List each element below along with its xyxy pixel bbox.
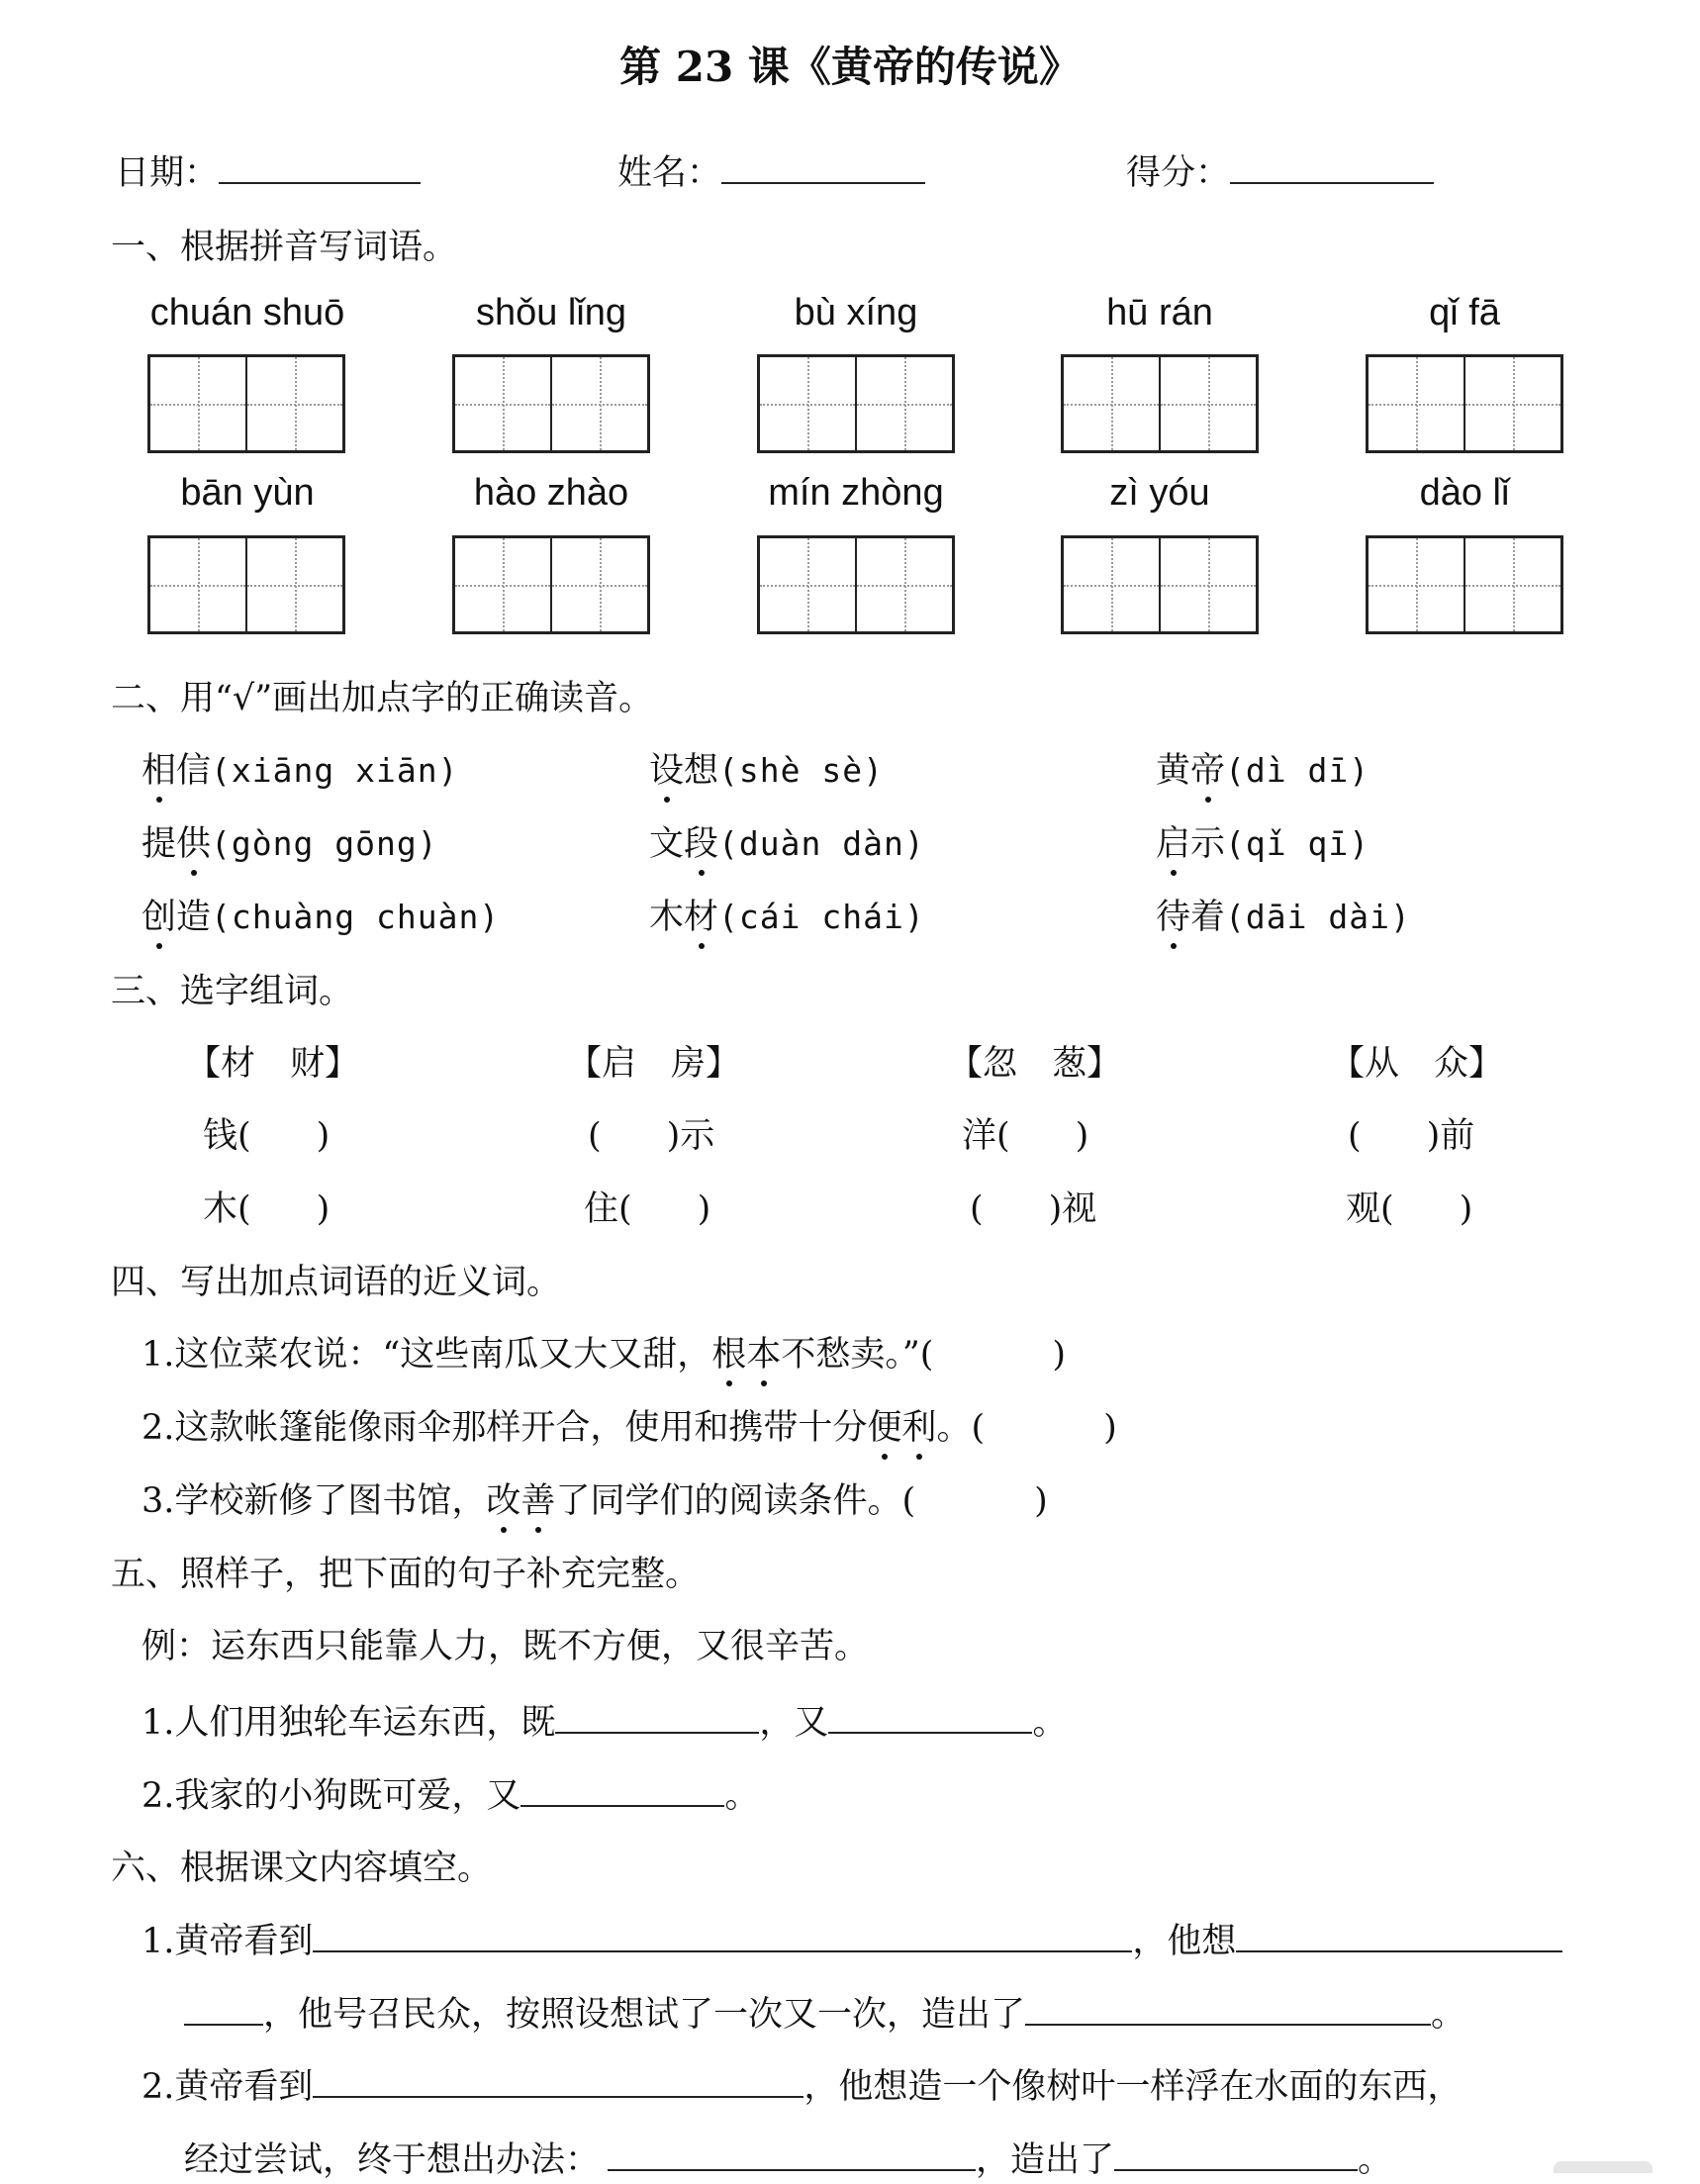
writing-grid[interactable] — [1061, 354, 1259, 453]
choice-group-label: 【从 众】 — [1330, 1044, 1504, 1084]
pronunciation-item — [649, 820, 925, 868]
pronunciation-item — [1156, 747, 1369, 795]
word-char: 设 — [649, 747, 684, 795]
fill-item — [184, 1990, 1465, 2039]
sentence-text: 2.这款帐篷能像雨伞那样开合，使用和携带十分 — [142, 1408, 868, 1448]
word-suffix: ) — [697, 1189, 711, 1229]
word-blank-item[interactable] — [962, 1112, 1088, 1160]
word-char: 提 — [142, 824, 177, 864]
pinyin-label: hào zhào — [473, 472, 629, 514]
score-field — [1126, 148, 1434, 197]
answer-blank[interactable] — [1114, 2136, 1358, 2171]
sentence-text: 3.学校新修了图书馆， — [142, 1481, 487, 1521]
answer-blank[interactable] — [1236, 1917, 1562, 1952]
sentence-text: ，他想 — [1132, 1922, 1237, 1961]
word-blank-item[interactable] — [970, 1186, 1096, 1233]
word-char: 相 — [142, 747, 176, 795]
word-blank-item[interactable] — [584, 1186, 710, 1233]
date-blank[interactable] — [219, 148, 421, 184]
word-prefix: ( — [1348, 1116, 1362, 1156]
word-prefix: 住( — [584, 1189, 632, 1229]
word-prefix: 木( — [203, 1189, 251, 1229]
writing-grid[interactable] — [452, 535, 650, 634]
dotted-word — [486, 1481, 555, 1521]
choice-group-label: 【材 财】 — [186, 1044, 360, 1084]
sentence-text: 经过尝试，终于想出办法： — [184, 2140, 601, 2180]
dotted-word — [867, 1408, 936, 1448]
page-title: 第 23 课《黄帝的传说》 — [619, 43, 1081, 91]
sentence-text: 。 — [1032, 1703, 1068, 1743]
sentence-text: 。 — [724, 1776, 760, 1816]
pronunciation-item — [142, 747, 458, 795]
writing-grid[interactable] — [147, 354, 345, 453]
dotted-char: 根 — [711, 1331, 746, 1378]
answer-blank[interactable] — [608, 2136, 976, 2171]
answer-blank[interactable] — [555, 1698, 759, 1734]
word-suffix: )前 — [1426, 1116, 1475, 1156]
scroll-indicator — [1554, 2161, 1653, 2173]
answer-blank[interactable] — [1025, 1990, 1431, 2026]
sentence-text: 2.黄帝看到 — [142, 2067, 314, 2107]
writing-grid[interactable] — [452, 354, 650, 453]
writing-grid[interactable] — [757, 354, 955, 453]
word-prefix: ( — [970, 1189, 984, 1229]
word-char: 启 — [1156, 820, 1190, 868]
pinyin-label: dào lǐ — [1419, 472, 1510, 514]
word-blank-item[interactable] — [1348, 1112, 1474, 1160]
name-blank[interactable] — [721, 148, 925, 184]
pinyin-options[interactable]: (chuàng chuàn) — [211, 898, 501, 936]
pinyin-label: shǒu lǐng — [475, 292, 627, 333]
sentence-text: 不愁卖。”( — [781, 1335, 934, 1375]
close-paren: ) — [1052, 1335, 1067, 1375]
word-char: 段 — [684, 820, 718, 868]
sentence-text: 。 — [1358, 2140, 1393, 2180]
pronunciation-item — [142, 820, 438, 868]
section5-heading: 五、照样子，把下面的句子补充完整。 — [111, 1555, 701, 1594]
word-char: 想 — [684, 751, 719, 791]
section4-heading: 四、写出加点词语的近义词。 — [111, 1263, 562, 1302]
fill-item — [184, 2136, 1392, 2184]
word-char: 供 — [176, 820, 211, 868]
choice-group-label: 【忽 葱】 — [948, 1044, 1122, 1084]
pronunciation-item — [142, 894, 500, 941]
writing-grid[interactable] — [757, 535, 955, 634]
sentence-text: 2.我家的小狗既可爱，又 — [142, 1776, 521, 1816]
sentence-text: 1.这位菜农说：“这些南瓜又大又甜， — [142, 1335, 712, 1375]
word-prefix: 观( — [1346, 1189, 1394, 1229]
sentence-text: ，造出了 — [976, 2140, 1115, 2180]
synonym-item — [142, 1404, 1117, 1452]
pinyin-options[interactable]: (xiāng xiān) — [211, 751, 459, 790]
sentence-text: 了同学们的阅读条件。( — [555, 1481, 916, 1521]
word-suffix: ) — [316, 1189, 331, 1229]
word-suffix: )视 — [1048, 1189, 1097, 1229]
pronunciation-item — [1156, 820, 1369, 868]
writing-grid[interactable] — [1061, 535, 1259, 634]
pronunciation-item — [649, 894, 925, 941]
date-label: 日期： — [115, 153, 220, 193]
answer-blank[interactable] — [313, 1917, 1132, 1952]
dotted-char: 便 — [867, 1404, 901, 1452]
dotted-char: 改 — [486, 1477, 520, 1525]
word-prefix: ( — [588, 1116, 602, 1156]
pinyin-options[interactable]: (dì dī) — [1225, 751, 1370, 790]
dotted-word — [711, 1335, 781, 1375]
word-blank-item[interactable] — [203, 1112, 330, 1160]
pinyin-label: bù xíng — [794, 292, 918, 333]
writing-grid[interactable] — [1366, 535, 1563, 634]
section3-heading: 三、选字组词。 — [111, 972, 354, 1011]
pinyin-label: hū rán — [1106, 292, 1213, 333]
word-blank-item[interactable] — [1346, 1186, 1472, 1233]
word-suffix: ) — [1459, 1189, 1473, 1229]
word-char: 黄 — [1156, 751, 1191, 791]
word-char: 着 — [1190, 898, 1226, 937]
name-label: 姓名： — [617, 153, 722, 193]
dotted-char: 利 — [901, 1404, 936, 1452]
answer-blank[interactable] — [184, 1990, 263, 2026]
fill-item — [142, 1698, 1067, 1747]
writing-grid[interactable] — [147, 535, 345, 634]
close-paren: ) — [1103, 1408, 1117, 1448]
word-char: 木 — [649, 898, 685, 937]
pinyin-options[interactable]: (dāi dài) — [1225, 898, 1411, 936]
sentence-text: ，他号召民众，按照设想试了一次又一次，造出了 — [263, 1995, 1026, 2035]
fill-item — [142, 1917, 1562, 1965]
sentence-text: 。( — [936, 1408, 986, 1448]
word-char: 文 — [649, 824, 685, 864]
word-prefix: 洋( — [962, 1116, 1010, 1156]
answer-blank[interactable] — [520, 1771, 724, 1807]
score-label: 得分： — [1126, 153, 1231, 193]
score-blank[interactable] — [1230, 148, 1434, 184]
word-char: 示 — [1190, 824, 1226, 864]
pinyin-label: mín zhòng — [768, 472, 944, 514]
pinyin-options[interactable]: (qǐ qī) — [1225, 824, 1370, 863]
sentence-text: 。 — [1431, 1995, 1466, 2035]
writing-grid[interactable] — [1366, 354, 1563, 453]
word-char: 帝 — [1190, 747, 1225, 795]
sentence-text: 1.人们用独轮车运东西，既 — [142, 1703, 556, 1743]
word-blank-item[interactable] — [588, 1112, 714, 1160]
word-prefix: 钱( — [203, 1116, 251, 1156]
sentence-text: ，他想造一个像树叶一样浮在水面的东西， — [803, 2067, 1463, 2107]
word-suffix: )示 — [666, 1116, 715, 1156]
word-suffix: ) — [316, 1116, 331, 1156]
word-char: 信 — [176, 751, 212, 791]
pinyin-options[interactable]: (cái chái) — [718, 898, 925, 936]
section2-heading: 二、用“√”画出加点字的正确读音。 — [111, 679, 654, 718]
fill-item — [142, 2062, 1462, 2111]
name-field — [617, 148, 925, 197]
pinyin-options[interactable]: (gòng gōng) — [211, 824, 438, 863]
dotted-char: 本 — [746, 1331, 781, 1378]
pronunciation-item — [1156, 894, 1411, 941]
synonym-item — [142, 1331, 1066, 1378]
word-char: 造 — [176, 898, 212, 937]
fill-item — [142, 1771, 759, 1820]
pinyin-label: qǐ fā — [1429, 292, 1500, 333]
pronunciation-item — [649, 747, 884, 795]
word-blank-item[interactable] — [203, 1186, 330, 1233]
sentence-text: ，又 — [759, 1703, 829, 1743]
word-char: 创 — [142, 894, 176, 941]
sentence-text: 1.黄帝看到 — [142, 1922, 314, 1961]
word-char: 待 — [1156, 894, 1190, 941]
example-sentence: 例：运东西只能靠人力，既不方便，又很辛苦。 — [142, 1627, 870, 1666]
word-char: 材 — [684, 894, 718, 941]
date-field — [115, 148, 421, 197]
pinyin-label: chuán shuō — [149, 292, 345, 333]
section1-heading: 一、根据拼音写词语。 — [111, 228, 458, 267]
choice-group-label: 【启 房】 — [567, 1044, 741, 1084]
close-paren: ) — [1034, 1481, 1048, 1521]
answer-blank[interactable] — [313, 2062, 803, 2098]
pinyin-options[interactable]: (duàn dàn) — [718, 824, 925, 863]
pinyin-options[interactable]: (shè sè) — [718, 751, 884, 790]
synonym-item — [142, 1477, 1048, 1525]
word-suffix: ) — [1075, 1116, 1089, 1156]
answer-blank[interactable] — [828, 1698, 1032, 1734]
pinyin-label: bān yùn — [180, 472, 315, 514]
dotted-char: 善 — [520, 1477, 555, 1525]
pinyin-label: zì yóu — [1109, 472, 1210, 514]
section6-heading: 六、根据课文内容填空。 — [111, 1849, 493, 1888]
